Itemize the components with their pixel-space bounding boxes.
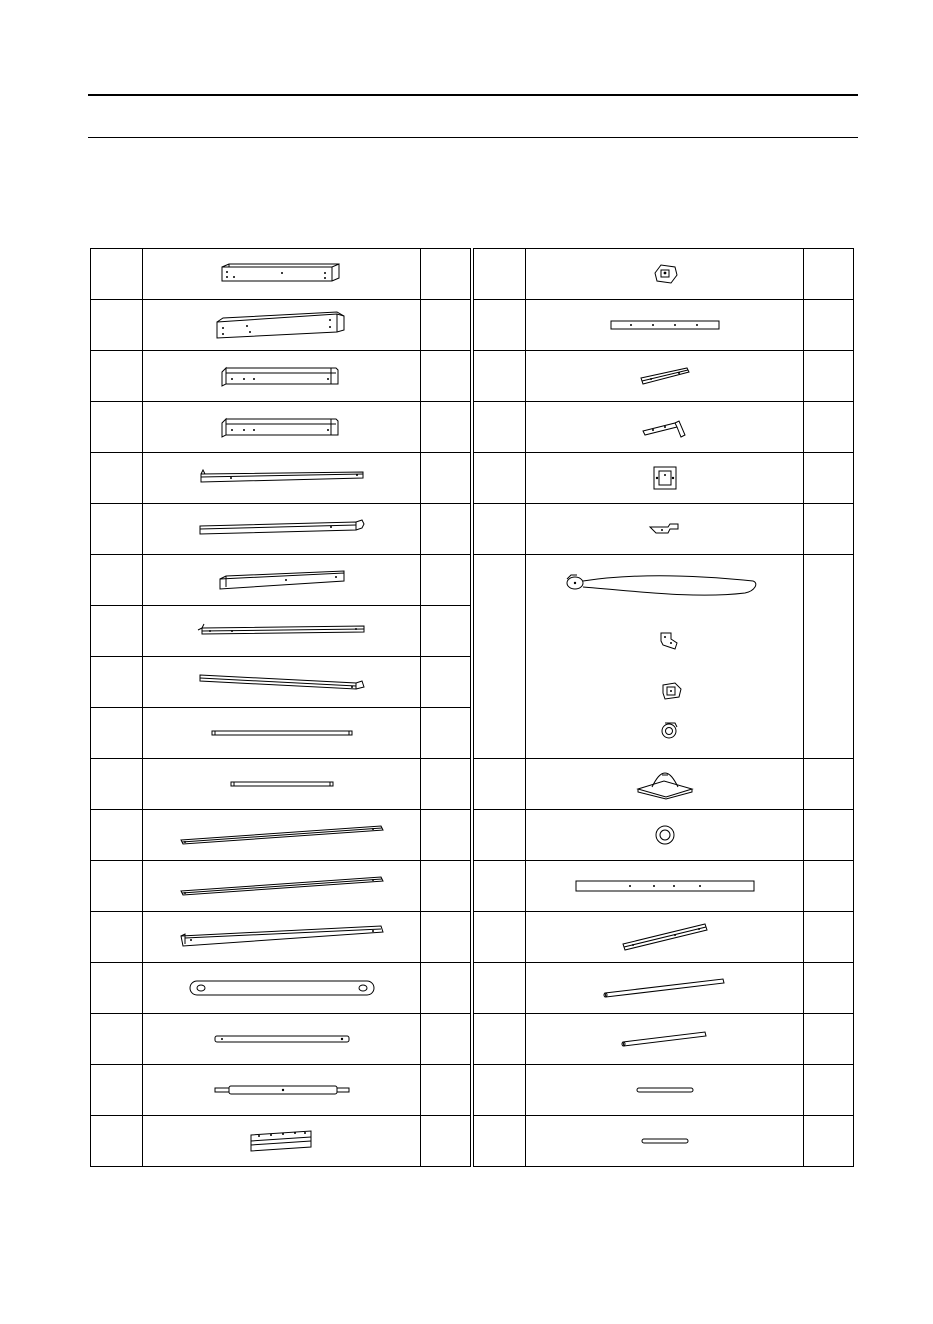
part-quantity-cell [804, 249, 854, 300]
part-number-cell [474, 249, 526, 300]
part-quantity-cell [421, 1116, 471, 1167]
short-rod-icon [639, 1136, 691, 1146]
header-rule-bottom [88, 137, 858, 138]
part-quantity-cell [421, 453, 471, 504]
part-quantity-cell [804, 351, 854, 402]
part-quantity-cell [421, 963, 471, 1014]
part-quantity-cell [421, 402, 471, 453]
table-row [474, 759, 854, 810]
long-flat-plate-icon [574, 879, 756, 893]
table-row [91, 300, 471, 351]
medium-rod-icon [620, 1028, 710, 1050]
part-picture-cell [526, 1116, 804, 1167]
flat-plate-icon [609, 319, 721, 331]
part-quantity-cell [804, 300, 854, 351]
parts-table-right [473, 248, 854, 1167]
part-number-cell [474, 810, 526, 861]
table-row [474, 351, 854, 402]
thin-rod-icon [209, 728, 355, 738]
short-thin-rod-icon [228, 779, 336, 789]
long-slanted-tube-icon [177, 873, 387, 899]
part-number-cell [91, 555, 143, 606]
part-quantity-cell [421, 300, 471, 351]
table-row [91, 708, 471, 759]
part-picture-cell [143, 249, 421, 300]
part-quantity-cell [804, 453, 854, 504]
part-number-cell [474, 963, 526, 1014]
part-picture-cell [526, 861, 804, 912]
part-picture-cell [143, 300, 421, 351]
part-quantity-cell [421, 351, 471, 402]
part-picture-cell [526, 912, 804, 963]
washer-ring-icon [654, 824, 676, 846]
part-picture-cell [526, 759, 804, 810]
small-angle-bar-icon [639, 364, 691, 388]
part-picture-cell [143, 402, 421, 453]
part-picture-cell [143, 708, 421, 759]
part-number-cell [474, 351, 526, 402]
flat-link-bar-icon [187, 978, 377, 998]
part-number-cell [474, 402, 526, 453]
part-number-cell [91, 1014, 143, 1065]
long-frame-rail-icon [196, 622, 368, 640]
part-number-cell [91, 402, 143, 453]
part-picture-cell [143, 606, 421, 657]
part-quantity-cell [421, 759, 471, 810]
part-picture-cell [143, 963, 421, 1014]
part-quantity-cell [421, 810, 471, 861]
part-picture-cell [143, 1065, 421, 1116]
table-row [91, 555, 471, 606]
table-row [474, 249, 854, 300]
part-picture-cell [143, 1116, 421, 1167]
axle-shaft-icon [213, 1082, 351, 1098]
part-picture-cell [526, 351, 804, 402]
part-picture-cell [143, 657, 421, 708]
long-square-tube-beam-icon [212, 308, 352, 342]
part-picture-cell [526, 504, 804, 555]
long-frame-rail-icon [197, 468, 367, 488]
part-number-cell [91, 810, 143, 861]
part-number-cell [474, 555, 526, 759]
part-picture-cell [526, 963, 804, 1014]
short-rod-icon [634, 1085, 696, 1095]
part-quantity-cell [804, 963, 854, 1014]
part-picture-cell [143, 453, 421, 504]
part-picture-cell [526, 249, 804, 300]
table-row [91, 759, 471, 810]
parts-table-left [90, 248, 471, 1167]
part-number-cell [91, 300, 143, 351]
part-number-cell [91, 453, 143, 504]
part-number-cell [91, 759, 143, 810]
square-tube-open-end-icon [218, 362, 346, 390]
corner-connector-icon [651, 261, 679, 287]
table-row [474, 1116, 854, 1167]
table-row [474, 402, 854, 453]
table-row [474, 1014, 854, 1065]
channel-bracket-icon [247, 1127, 317, 1155]
part-quantity-cell [421, 708, 471, 759]
angle-bar-icon [619, 920, 711, 954]
l-bracket-icon [641, 413, 689, 441]
part-picture-cell [143, 810, 421, 861]
table-row [91, 810, 471, 861]
part-picture-cell [526, 810, 804, 861]
box-bracket-icon [650, 463, 680, 493]
square-tube-beam-icon [217, 259, 347, 289]
part-number-cell [474, 912, 526, 963]
part-quantity-cell [804, 504, 854, 555]
part-picture-cell [526, 402, 804, 453]
table-row [91, 861, 471, 912]
short-frame-rail-icon [216, 567, 348, 593]
table-row [474, 861, 854, 912]
part-quantity-cell [421, 1014, 471, 1065]
part-quantity-cell [804, 861, 854, 912]
part-quantity-cell [421, 504, 471, 555]
part-number-cell [91, 1116, 143, 1167]
part-number-cell [91, 606, 143, 657]
table-row [91, 453, 471, 504]
part-picture-cell [526, 1065, 804, 1116]
part-number-cell [474, 504, 526, 555]
part-quantity-cell [421, 555, 471, 606]
part-number-cell [91, 1065, 143, 1116]
long-rod-icon [602, 975, 728, 1001]
part-quantity-cell [804, 1014, 854, 1065]
part-quantity-cell [804, 912, 854, 963]
part-picture-cell [526, 555, 804, 759]
part-picture-cell [526, 453, 804, 504]
table-row [91, 657, 471, 708]
part-quantity-cell [421, 606, 471, 657]
header-rule-top [88, 94, 858, 96]
part-picture-cell [143, 1014, 421, 1065]
table-row [91, 402, 471, 453]
table-row [91, 1065, 471, 1116]
table-row [91, 504, 471, 555]
part-picture-cell [143, 555, 421, 606]
table-row [91, 1116, 471, 1167]
seat-arm-assembly-icon [565, 567, 765, 747]
part-picture-cell [143, 351, 421, 402]
part-number-cell [91, 351, 143, 402]
angled-frame-rail-icon [196, 671, 368, 693]
part-picture-cell [143, 861, 421, 912]
angle-iron-rail-icon [177, 922, 387, 952]
part-number-cell [474, 300, 526, 351]
part-quantity-cell [804, 1065, 854, 1116]
part-number-cell [474, 453, 526, 504]
part-quantity-cell [804, 402, 854, 453]
table-row [474, 504, 854, 555]
round-bar-icon [212, 1032, 352, 1046]
part-quantity-cell [421, 861, 471, 912]
part-picture-cell [526, 1014, 804, 1065]
part-number-cell [474, 759, 526, 810]
part-quantity-cell [421, 1065, 471, 1116]
part-quantity-cell [421, 912, 471, 963]
square-tube-open-end-icon [218, 413, 346, 441]
part-number-cell [91, 708, 143, 759]
part-number-cell [474, 1116, 526, 1167]
part-number-cell [91, 249, 143, 300]
table-row [91, 963, 471, 1014]
part-quantity-cell [804, 810, 854, 861]
foot-base-icon [634, 769, 696, 799]
part-picture-cell [143, 912, 421, 963]
table-row [91, 912, 471, 963]
part-quantity-cell [804, 1116, 854, 1167]
part-number-cell [91, 963, 143, 1014]
table-row [474, 453, 854, 504]
table-row [91, 1014, 471, 1065]
part-quantity-cell [804, 555, 854, 759]
table-row [474, 912, 854, 963]
small-clip-icon [648, 521, 682, 537]
part-quantity-cell [421, 249, 471, 300]
part-quantity-cell [804, 759, 854, 810]
part-number-cell [91, 657, 143, 708]
table-row [91, 249, 471, 300]
table-row [91, 351, 471, 402]
table-row [91, 606, 471, 657]
part-number-cell [474, 1014, 526, 1065]
table-row [474, 1065, 854, 1116]
part-number-cell [474, 861, 526, 912]
long-frame-rail-icon [196, 518, 368, 540]
long-slanted-tube-icon [177, 822, 387, 848]
part-number-cell [91, 504, 143, 555]
part-number-cell [91, 861, 143, 912]
table-row [474, 963, 854, 1014]
table-row [474, 300, 854, 351]
table-row [474, 810, 854, 861]
part-picture-cell [526, 300, 804, 351]
part-number-cell [474, 1065, 526, 1116]
part-picture-cell [143, 759, 421, 810]
part-quantity-cell [421, 657, 471, 708]
part-number-cell [91, 912, 143, 963]
part-picture-cell [143, 504, 421, 555]
